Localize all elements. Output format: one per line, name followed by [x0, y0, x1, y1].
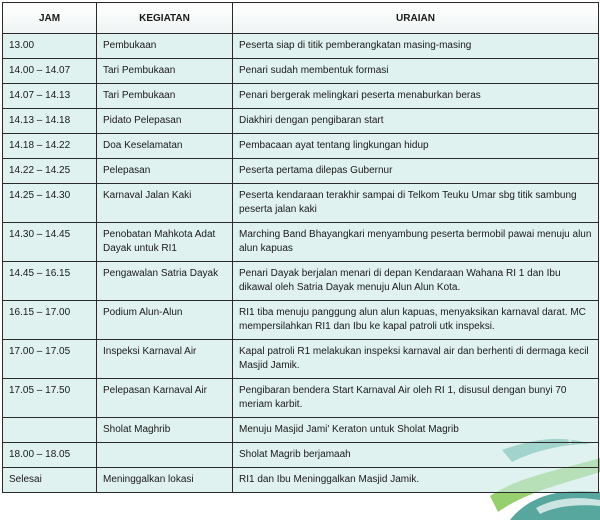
table-row [3, 184, 599, 223]
description-cell: RI1 dan Ibu Meninggalkan Masjid Jamik. [233, 468, 599, 493]
activity-cell: Penobatan Mahkota Adat Dayak untuk RI1 [97, 223, 233, 262]
description-cell: RI1 tiba menuju panggung alun alun kapuas, menyaksikan karnaval darat. MC mempersilahkan RI1 dan Ibu ke kapal patroli utk inspeksi. [233, 301, 599, 340]
table-row [3, 159, 599, 184]
description-cell: Peserta siap di titik pemberangkatan masing-masing [233, 34, 599, 59]
time-cell: 14.13 – 14.18 [3, 109, 97, 134]
table-row [3, 84, 599, 109]
description-cell: Penari bergerak melingkari peserta menaburkan beras [233, 84, 599, 109]
table-row [3, 468, 599, 493]
time-cell: 17.05 – 17.50 [3, 379, 97, 418]
description-cell: Penari sudah membentuk formasi [233, 59, 599, 84]
table-row [3, 418, 599, 443]
description-cell: Penari Dayak berjalan menari di depan Kendaraan Wahana RI 1 dan Ibu dikawal oleh Satria Dayak menuju Alun Alun Kota. [233, 262, 599, 301]
time-cell: 14.30 – 14.45 [3, 223, 97, 262]
table-row [3, 443, 599, 468]
table-row [3, 34, 599, 59]
time-cell: 14.00 – 14.07 [3, 59, 97, 84]
time-cell: 18.00 – 18.05 [3, 443, 97, 468]
time-cell: Selesai [3, 468, 97, 493]
description-cell: Pengibaran bendera Start Karnaval Air oleh RI 1, disusul dengan bunyi 70 meriam karbit. [233, 379, 599, 418]
schedule-table [2, 2, 599, 493]
time-cell: 16.15 – 17.00 [3, 301, 97, 340]
time-cell: 17.00 – 17.05 [3, 340, 97, 379]
table-row [3, 340, 599, 379]
table-row [3, 301, 599, 340]
activity-cell: Meninggalkan lokasi [97, 468, 233, 493]
table-row [3, 223, 599, 262]
description-cell: Pembacaan ayat tentang lingkungan hidup [233, 134, 599, 159]
header-activity: KEGIATAN [97, 3, 233, 34]
time-cell: 14.22 – 14.25 [3, 159, 97, 184]
activity-cell: Pengawalan Satria Dayak [97, 262, 233, 301]
description-cell: Menuju Masjid Jami' Keraton untuk Sholat Magrib [233, 418, 599, 443]
activity-cell: Sholat Maghrib [97, 418, 233, 443]
table-header-row [3, 3, 599, 34]
time-cell [3, 418, 97, 443]
activity-cell: Pidato Pelepasan [97, 109, 233, 134]
description-cell: Peserta kendaraan terakhir sampai di Telkom Teuku Umar sbg titik sambung peserta jalan kaki [233, 184, 599, 223]
activity-cell: Pelepasan [97, 159, 233, 184]
time-cell: 13.00 [3, 34, 97, 59]
activity-cell: Tari Pembukaan [97, 59, 233, 84]
description-cell: Kapal patroli R1 melakukan inspeksi karnaval air dan berhenti di dermaga kecil Masjid Jamik. [233, 340, 599, 379]
header-description: URAIAN [233, 3, 599, 34]
table-row [3, 109, 599, 134]
activity-cell: Pembukaan [97, 34, 233, 59]
time-cell: 14.25 – 14.30 [3, 184, 97, 223]
activity-cell [97, 443, 233, 468]
activity-cell: Inspeksi Karnaval Air [97, 340, 233, 379]
activity-cell: Karnaval Jalan Kaki [97, 184, 233, 223]
table-row [3, 379, 599, 418]
table-row [3, 134, 599, 159]
header-time: JAM [3, 3, 97, 34]
activity-cell: Tari Pembukaan [97, 84, 233, 109]
description-cell: Marching Band Bhayangkari menyambung peserta bermobil pawai menuju alun alun kapuas [233, 223, 599, 262]
description-cell: Peserta pertama dilepas Gubernur [233, 159, 599, 184]
description-cell: Sholat Magrib berjamaah [233, 443, 599, 468]
activity-cell: Podium Alun-Alun [97, 301, 233, 340]
table-row [3, 59, 599, 84]
description-cell: Diakhiri dengan pengibaran start [233, 109, 599, 134]
table-row [3, 262, 599, 301]
time-cell: 14.45 – 16.15 [3, 262, 97, 301]
activity-cell: Doa Keselamatan [97, 134, 233, 159]
time-cell: 14.07 – 14.13 [3, 84, 97, 109]
activity-cell: Pelepasan Karnaval Air [97, 379, 233, 418]
time-cell: 14.18 – 14.22 [3, 134, 97, 159]
